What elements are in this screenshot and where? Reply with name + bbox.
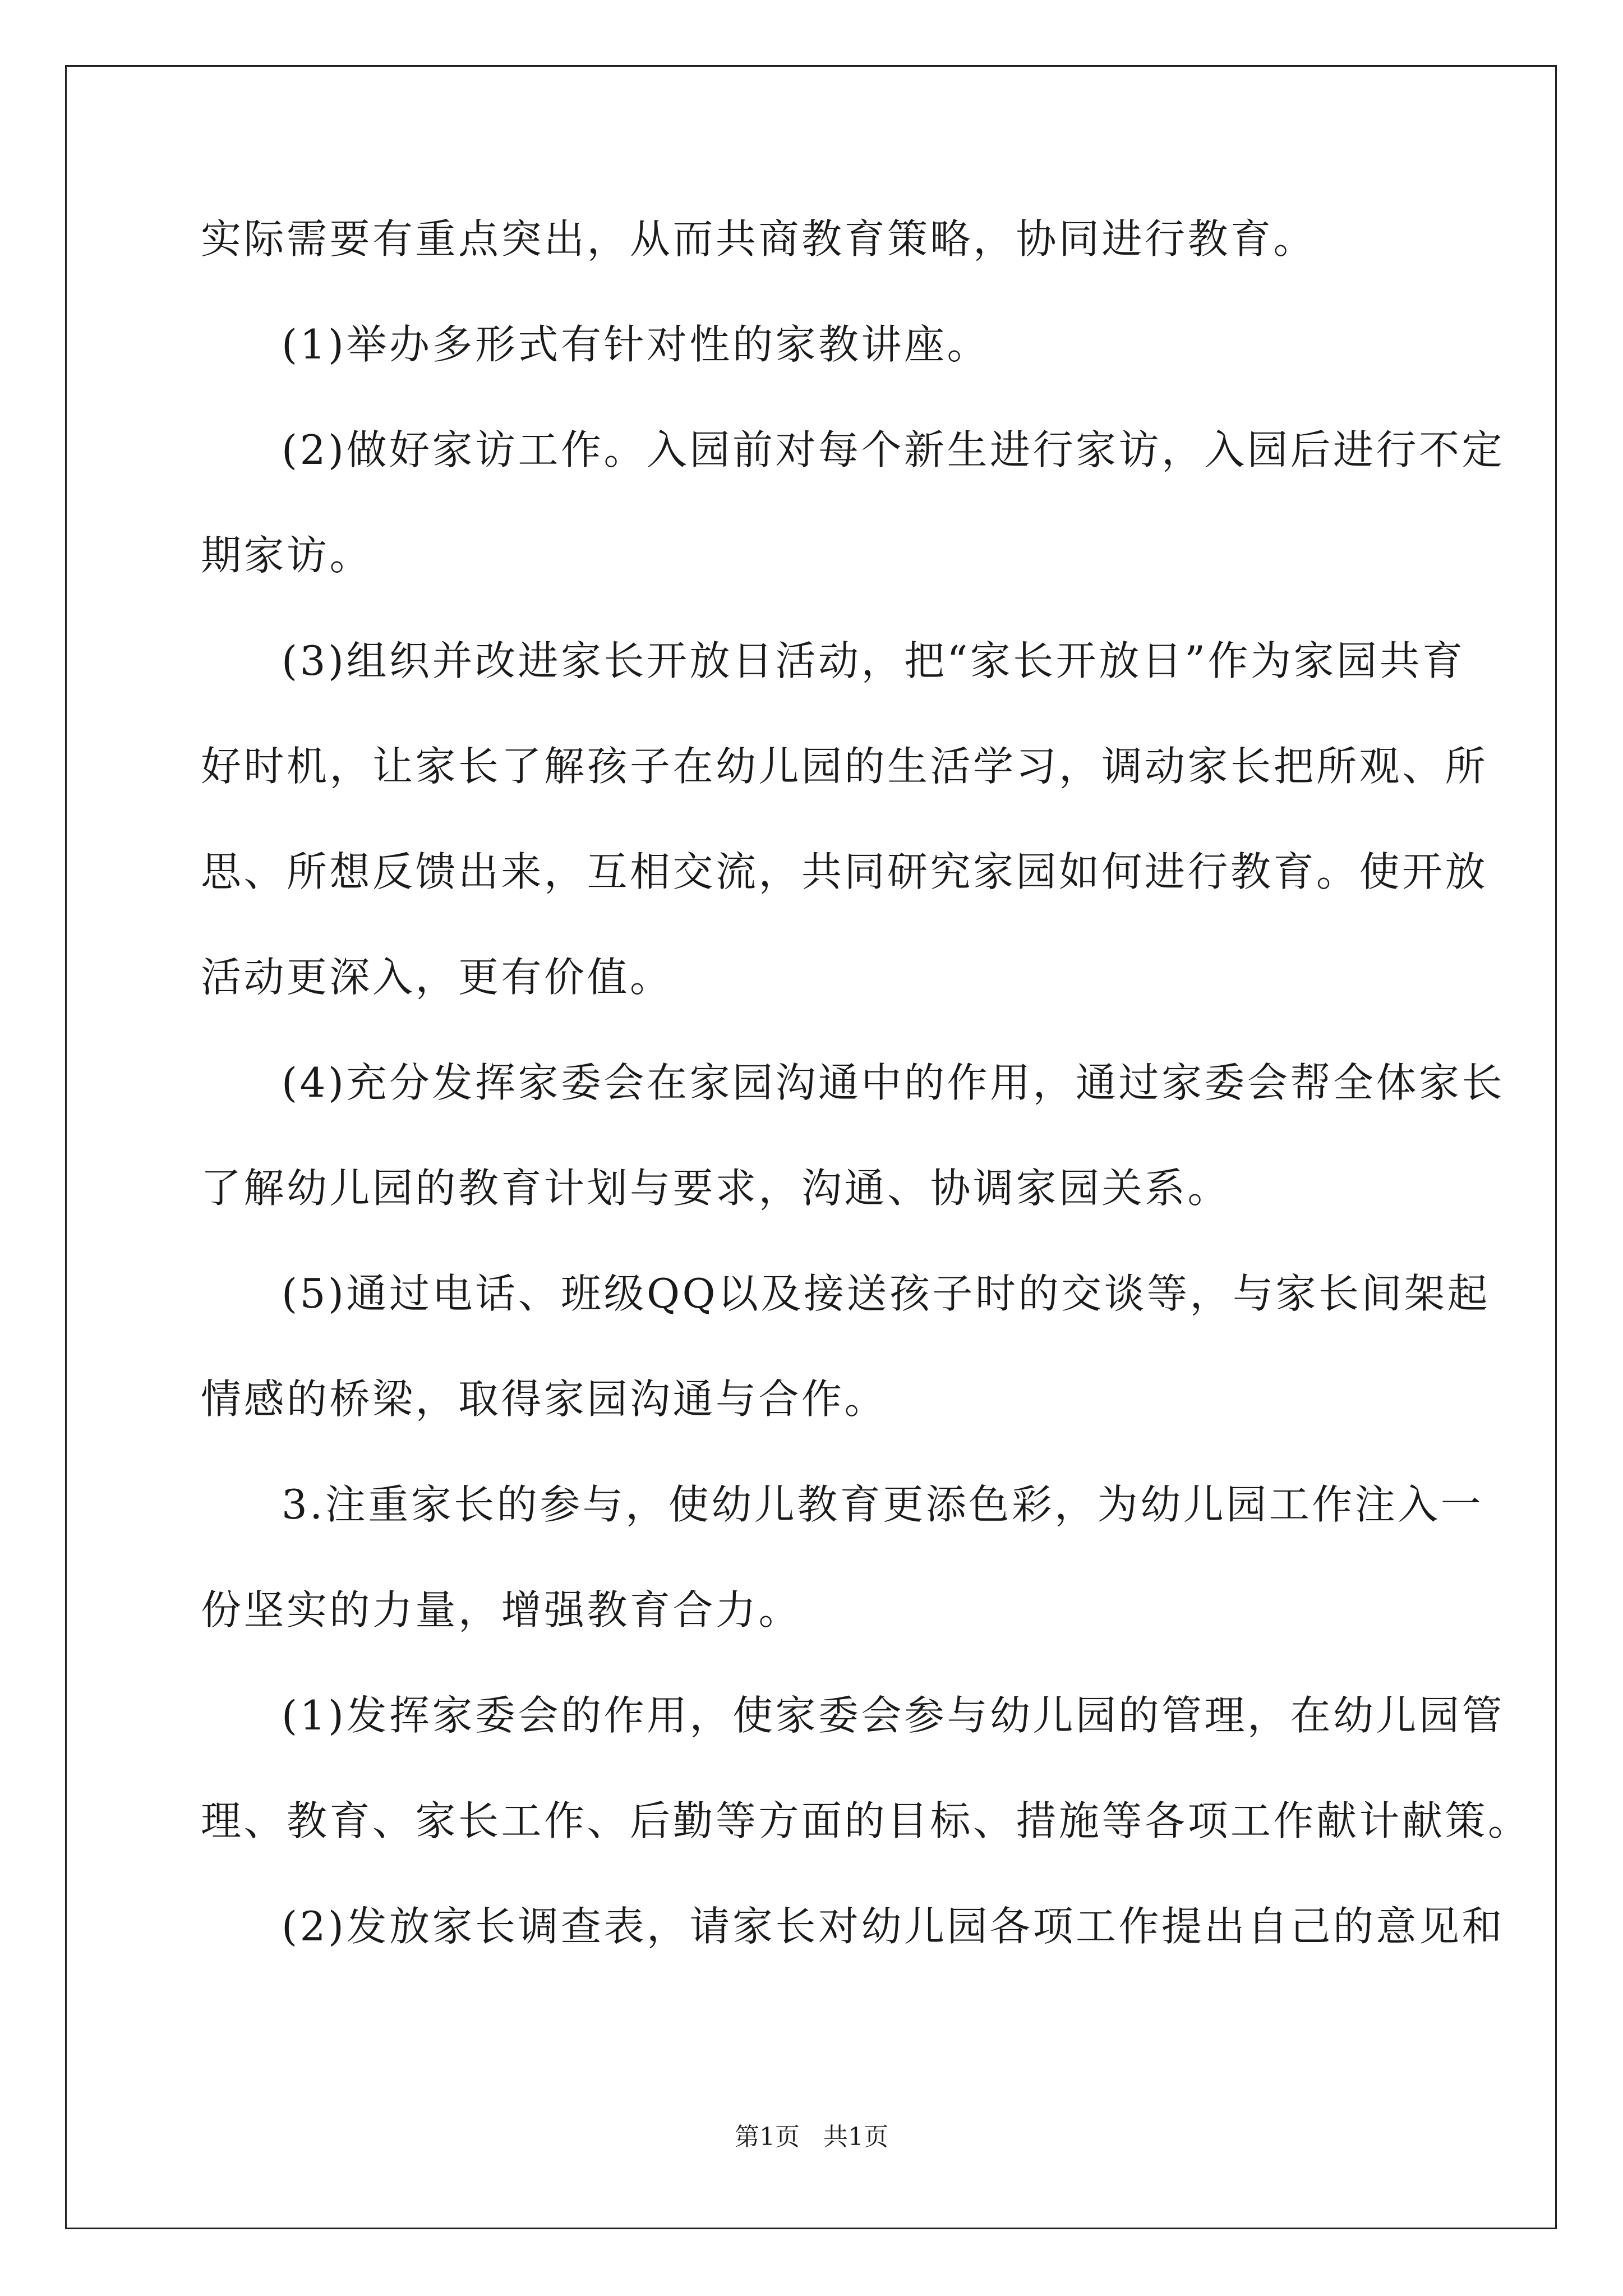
text-line: 理、教育、家长工作、后勤等方面的目标、措施等各项工作献计献策。: [201, 1797, 1531, 1844]
text-line: 期家访。: [201, 532, 373, 579]
text-line: (5)通过电话、班级QQ以及接送孩子时的交谈等，与家长间架起: [282, 1270, 1491, 1317]
text-line: (1)举办多形式有针对性的家教讲座。: [282, 321, 990, 368]
text-line: (2)做好家访工作。入园前对每个新生进行家访，入园后进行不定: [282, 426, 1505, 473]
text-line: (1)发挥家委会的作用，使家委会参与幼儿园的管理，在幼儿园管: [282, 1692, 1505, 1739]
text-line: (3)组织并改进家长开放日活动，把“家长开放日”作为家园共育: [282, 637, 1465, 684]
text-line: 份坚实的力量，增强教育合力。: [201, 1586, 802, 1634]
text-line: 好时机，让家长了解孩子在幼儿园的生活学习，调动家长把所观、所: [201, 743, 1488, 790]
text-line: (2)发放家长调查表，请家长对幼儿园各项工作提出自己的意见和: [282, 1903, 1505, 1950]
text-line: 思、所想反馈出来，互相交流，共同研究家园如何进行教育。使开放: [201, 848, 1488, 895]
text-line: 了解幼儿园的教育计划与要求，沟通、协调家园关系。: [201, 1165, 1231, 1212]
text-line: 活动更深入，更有价值。: [201, 954, 673, 1001]
page-number: 第1页 共1页: [735, 2123, 888, 2151]
text-line: 3.注重家长的参与，使幼儿教育更添色彩，为幼儿园工作注入一: [282, 1481, 1484, 1528]
text-line: 情感的桥梁，取得家园沟通与合作。: [201, 1375, 888, 1423]
text-line: 实际需要有重点突出，从而共商教育策略，协同进行教育。: [201, 215, 1317, 263]
text-line: (4)充分发挥家委会在家园沟通中的作用，通过家委会帮全体家长: [282, 1059, 1505, 1106]
